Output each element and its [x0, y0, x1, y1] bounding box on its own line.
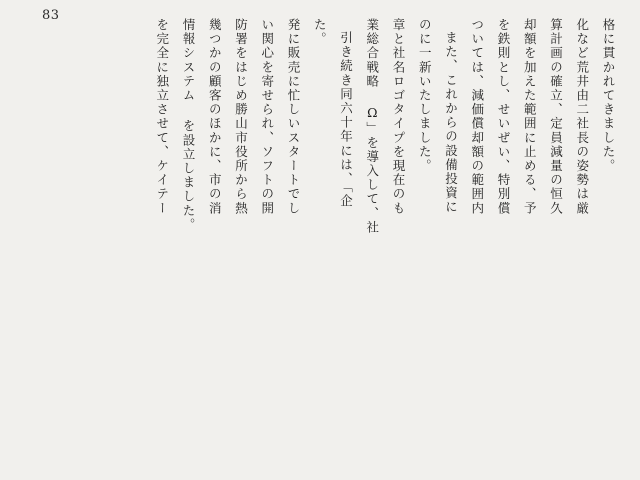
- text-column: 引き続き同六十年には、「企: [338, 31, 354, 209]
- vertical-text-body: [146, 18, 619, 288]
- text-column: い関心を寄せられ、ソフトの開: [259, 18, 275, 216]
- text-column: 章と社名ロゴタイプを現在のも: [391, 18, 406, 216]
- text-column: を鉄則とし、せいぜい、特別償: [496, 18, 511, 216]
- text-column: た。: [312, 18, 328, 47]
- text-column: 発に販売に忙しいスタートでし: [286, 18, 301, 216]
- text-column: 格に貫かれてきました。: [601, 18, 616, 174]
- text-column: 幾つかの顧客のほかに、市の消: [207, 18, 223, 216]
- text-column: 算計画の確立、定員減量の恒久: [548, 18, 564, 216]
- text-column: 防署をはじめ勝山市役所から熱: [233, 18, 249, 216]
- page-number: 83: [42, 8, 60, 23]
- text-column: のに一新いたしました。: [417, 18, 433, 174]
- text-column: 化など荒井由二社長の姿勢は厳: [574, 18, 590, 216]
- text-column: 情報システム を設立しました。: [181, 18, 196, 232]
- text-column: を完全に独立させて、ケイテー: [154, 18, 170, 216]
- text-column: 却額を加えた範囲に止める、予: [522, 18, 538, 216]
- text-column: また、これからの設備投資に: [443, 31, 459, 215]
- text-column: ついては、減価償却額の範囲内: [469, 18, 485, 216]
- text-column: 業総合戦略 Ω」を導入して、社: [364, 18, 380, 235]
